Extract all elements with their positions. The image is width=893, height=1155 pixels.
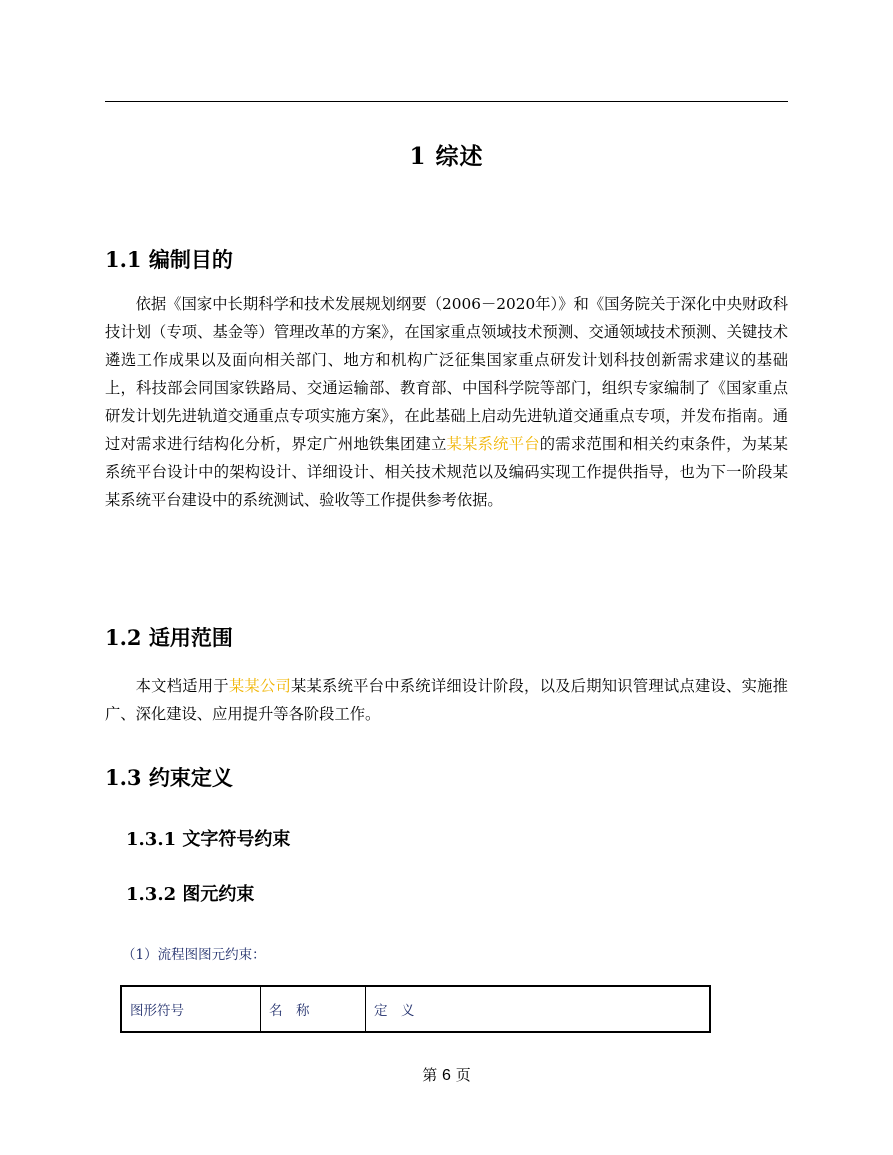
table-header-name: 名 称	[261, 986, 366, 1032]
flowchart-symbol-table	[120, 985, 711, 1033]
section-1-1-paragraph	[105, 290, 788, 514]
paragraph-text: 依据《国家中长期科学和技术发展规划纲要（2006－2020年）》和《国务院关于深化中央财政科技计划（专项、基金等）管理改革的方案》，在国家重点领域技术预测、交通领域技术预测、关键技术遴选工作成果以及面向相关部门、地方和机构广泛征集国家重点研发计划科技创新需求建议的基础上，科技部会同国家铁路局、交通运输部、教育部、中国科学院等部门，组织专家编制了《国家重点研发计划先进轨道交通重点专项实施方案》，在此基础上启动先进轨道交通重点专项，并发布指南。通过对需求进行结构化分析，界定广州地铁集团建立	[105, 295, 788, 453]
highlighted-platform-name: 某某系统平台	[446, 435, 540, 453]
footer-prefix: 第	[422, 1066, 438, 1084]
page-footer	[0, 1064, 893, 1085]
header-rule	[105, 101, 788, 102]
paragraph-text: 某某系统平台中系统详细设计阶段，以及后期知识管理试点建设、实施推广、深化建设、应用提升等各阶段工作。	[105, 677, 788, 723]
page-number: 6	[442, 1067, 451, 1084]
table-caption: （1）流程图图元约束：	[122, 947, 266, 963]
section-heading-1-2: 1.2 适用范围	[105, 625, 233, 650]
section-heading-1-3: 1.3 约束定义	[105, 765, 233, 790]
table-header-row	[121, 986, 710, 1032]
table-header-symbol: 图形符号	[121, 986, 261, 1032]
section-heading-1-3-1: 1.3.1 文字符号约束	[126, 829, 291, 850]
section-1-2-paragraph	[105, 672, 788, 728]
table-header-definition: 定 义	[366, 986, 711, 1032]
paragraph-text: 的需求范围和相关约束条件，为某某系统平台设计中的架构设计、详细设计、相关技术规范以及编码实现工作提供指导，也为下一阶段某某系统平台建设中的系统测试、验收等工作提供参考依据。	[105, 435, 788, 509]
section-heading-1-1: 1.1 编制目的	[105, 247, 233, 272]
highlighted-company-name: 某某公司	[228, 677, 291, 695]
section-heading-1-3-2: 1.3.2 图元约束	[126, 884, 255, 905]
footer-suffix: 页	[455, 1066, 471, 1084]
chapter-title: 1 综述	[409, 143, 484, 170]
paragraph-text: 本文档适用于	[135, 677, 229, 695]
